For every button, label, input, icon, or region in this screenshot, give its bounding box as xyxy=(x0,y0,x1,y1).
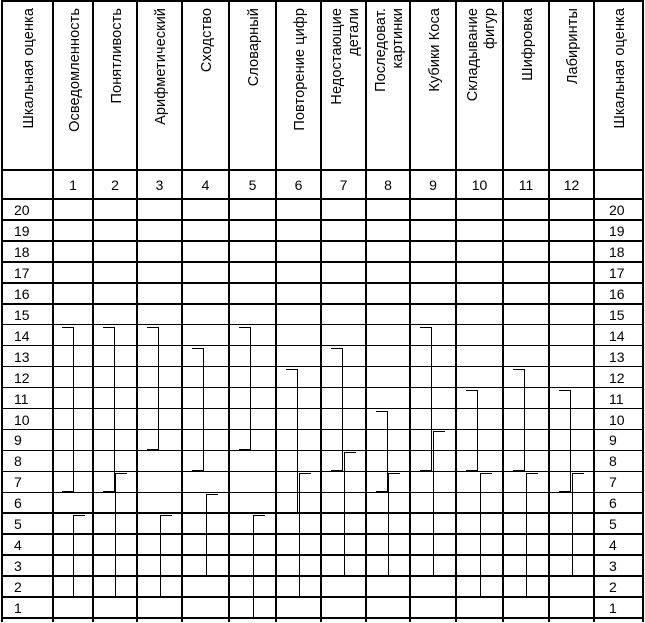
header-rotated-text xyxy=(503,2,549,170)
header-rotated-text xyxy=(53,2,93,170)
grid-horizontal-line xyxy=(2,492,643,494)
range-bracket-subtest-9-right xyxy=(433,431,445,576)
header-rotated-text xyxy=(456,2,503,170)
range-bracket-subtest-6-right xyxy=(299,473,311,597)
score-left-18: 18 xyxy=(14,243,30,260)
header-label-line: Шкальная оценка xyxy=(612,8,628,129)
header-label-line: фигур xyxy=(481,8,498,49)
header-label-line: Повторение цифр xyxy=(292,8,308,131)
header-label-line: картинки xyxy=(390,8,406,69)
range-bracket-subtest-7-left xyxy=(331,348,343,472)
header-rotated-text xyxy=(321,2,366,170)
score-left-16: 16 xyxy=(14,285,30,302)
header-label-line: детали xyxy=(345,8,362,56)
score-right-14: 14 xyxy=(609,327,625,344)
range-bracket-subtest-8-right xyxy=(388,473,400,576)
score-left-19: 19 xyxy=(14,222,30,239)
score-left-10: 10 xyxy=(14,411,30,428)
header-subtest-12 xyxy=(549,2,594,170)
header-rotated-text xyxy=(594,2,643,170)
score-right-4: 4 xyxy=(609,537,617,554)
range-bracket-subtest-12-right xyxy=(572,473,584,576)
score-right-19: 19 xyxy=(609,222,625,239)
range-bracket-subtest-1-left xyxy=(62,327,74,493)
score-left-2: 2 xyxy=(14,579,22,596)
grid-horizontal-line xyxy=(2,345,643,347)
score-right-6: 6 xyxy=(609,495,617,512)
range-bracket-subtest-9-left xyxy=(420,327,432,472)
grid-horizontal-line xyxy=(2,471,643,473)
range-bracket-subtest-10-right xyxy=(480,473,492,597)
subtest-number: 4 xyxy=(201,177,210,193)
score-left-4: 4 xyxy=(14,537,22,554)
range-bracket-subtest-2-right xyxy=(115,473,127,597)
grid-horizontal-line xyxy=(2,303,643,305)
header-label-line: Недостающие xyxy=(328,8,345,105)
range-bracket-subtest-1-right xyxy=(73,515,85,597)
subtest-number: 8 xyxy=(384,177,392,193)
header-label-line: Сходство xyxy=(199,8,215,73)
header-subtest-1 xyxy=(53,2,93,170)
grid-horizontal-line xyxy=(2,554,643,556)
grid-horizontal-line xyxy=(2,450,643,452)
subtest-number: 6 xyxy=(294,177,303,193)
score-right-12: 12 xyxy=(609,369,625,386)
header-rotated-text xyxy=(366,2,410,170)
header-label-line: Арифметический xyxy=(153,8,169,125)
score-left-12: 12 xyxy=(14,369,30,386)
header-label-line: Понятливость xyxy=(108,8,125,104)
range-bracket-subtest-11-right xyxy=(526,473,538,597)
subtest-number: 2 xyxy=(111,177,119,193)
header-label-line: Лабиринты xyxy=(565,8,581,85)
range-bracket-subtest-5-left xyxy=(239,327,251,451)
score-right-13: 13 xyxy=(609,348,625,365)
grid-horizontal-line xyxy=(2,261,643,263)
score-right-8: 8 xyxy=(609,453,617,470)
grid-horizontal-line xyxy=(2,408,643,410)
grid-horizontal-line xyxy=(2,387,643,389)
score-left-8: 8 xyxy=(14,453,22,470)
header-subtest-10 xyxy=(456,2,503,170)
grid-horizontal-line xyxy=(2,617,643,619)
score-right-11: 11 xyxy=(609,390,624,407)
header-subtest-6 xyxy=(276,2,321,170)
header-label-line: Словарный xyxy=(246,8,262,87)
range-bracket-subtest-7-right xyxy=(344,452,356,576)
score-right-9: 9 xyxy=(609,432,617,449)
range-bracket-subtest-10-left xyxy=(466,390,478,472)
header-subtest-2 xyxy=(93,2,137,170)
header-rotated-text xyxy=(276,2,321,170)
header-rotated-text xyxy=(229,2,276,170)
score-right-3: 3 xyxy=(609,558,617,575)
score-left-15: 15 xyxy=(14,306,30,323)
score-left-7: 7 xyxy=(14,474,22,491)
score-right-18: 18 xyxy=(609,243,625,260)
score-right-16: 16 xyxy=(609,285,625,302)
grid-horizontal-line xyxy=(2,429,643,431)
range-bracket-subtest-12-left xyxy=(559,390,571,493)
score-right-20: 20 xyxy=(609,202,625,218)
score-left-3: 3 xyxy=(14,558,22,575)
header-rotated-text xyxy=(182,2,229,170)
score-right-2: 2 xyxy=(609,579,617,596)
range-bracket-subtest-5-right xyxy=(253,515,265,618)
score-left-5: 5 xyxy=(14,516,22,533)
subtest-number: 11 xyxy=(518,177,534,193)
score-right-15: 15 xyxy=(609,306,625,323)
subtest-number: 10 xyxy=(471,177,488,193)
subtest-number: 1 xyxy=(69,177,77,193)
header-label-line: Шифровка xyxy=(519,8,536,81)
subtest-number: 12 xyxy=(563,177,580,193)
score-left-13: 13 xyxy=(14,348,30,365)
subtest-number: 9 xyxy=(429,177,437,193)
header-subtest-11 xyxy=(503,2,549,170)
score-left-6: 6 xyxy=(14,495,22,512)
header-rotated-text xyxy=(137,2,182,170)
score-left-11: 11 xyxy=(14,390,29,407)
header-subtest-8 xyxy=(366,2,410,170)
grid-horizontal-line xyxy=(2,533,643,535)
score-right-5: 5 xyxy=(609,516,617,533)
range-bracket-subtest-4-right xyxy=(206,494,218,576)
range-bracket-subtest-2-left xyxy=(103,327,115,493)
header-label-line: Кубики Коса xyxy=(426,8,443,92)
score-right-1: 1 xyxy=(609,600,617,617)
grid-horizontal-line xyxy=(2,282,643,284)
subtest-number: 7 xyxy=(339,177,348,193)
score-left-20: 20 xyxy=(14,202,30,218)
range-bracket-subtest-4-left xyxy=(192,348,204,472)
header-label-line: Последоват. xyxy=(373,8,389,92)
range-bracket-subtest-3-right xyxy=(160,515,172,597)
header-label-line: Осведомленность xyxy=(66,8,83,132)
header-subtest-4 xyxy=(182,2,229,170)
score-right-17: 17 xyxy=(609,264,625,281)
score-left-9: 9 xyxy=(14,432,22,449)
range-bracket-subtest-3-left xyxy=(147,327,159,451)
grid-horizontal-line xyxy=(2,366,643,368)
header-rotated-text xyxy=(2,2,53,170)
grid-horizontal-line xyxy=(2,575,643,577)
header-subtest-5 xyxy=(229,2,276,170)
header-label-line: Шкальная оценка xyxy=(21,8,37,129)
grid-horizontal-line xyxy=(2,596,643,598)
range-bracket-subtest-11-left xyxy=(513,369,525,472)
header-left-scale xyxy=(2,2,53,170)
grid-horizontal-line xyxy=(2,324,643,326)
header-subtest-9 xyxy=(410,2,456,170)
grid-horizontal-line xyxy=(2,512,643,514)
grid-horizontal-line xyxy=(2,198,643,200)
range-bracket-subtest-8-left xyxy=(376,411,388,493)
score-right-10: 10 xyxy=(609,411,625,428)
score-left-1: 1 xyxy=(14,600,22,617)
score-left-14: 14 xyxy=(14,327,30,344)
subtest-number: 3 xyxy=(155,177,164,193)
grid-horizontal-line xyxy=(2,240,643,242)
subtest-number: 5 xyxy=(248,177,257,193)
score-left-17: 17 xyxy=(14,264,30,281)
header-rotated-text xyxy=(93,2,137,170)
score-right-7: 7 xyxy=(609,474,617,491)
header-subtest-3 xyxy=(137,2,182,170)
header-rotated-text xyxy=(410,2,456,170)
range-bracket-subtest-6-left xyxy=(286,369,298,514)
grid-horizontal-line xyxy=(2,219,643,221)
header-right-scale xyxy=(594,2,643,170)
header-label-line: Складывание xyxy=(464,8,481,102)
header-rotated-text xyxy=(549,2,594,170)
header-subtest-7 xyxy=(321,2,366,170)
